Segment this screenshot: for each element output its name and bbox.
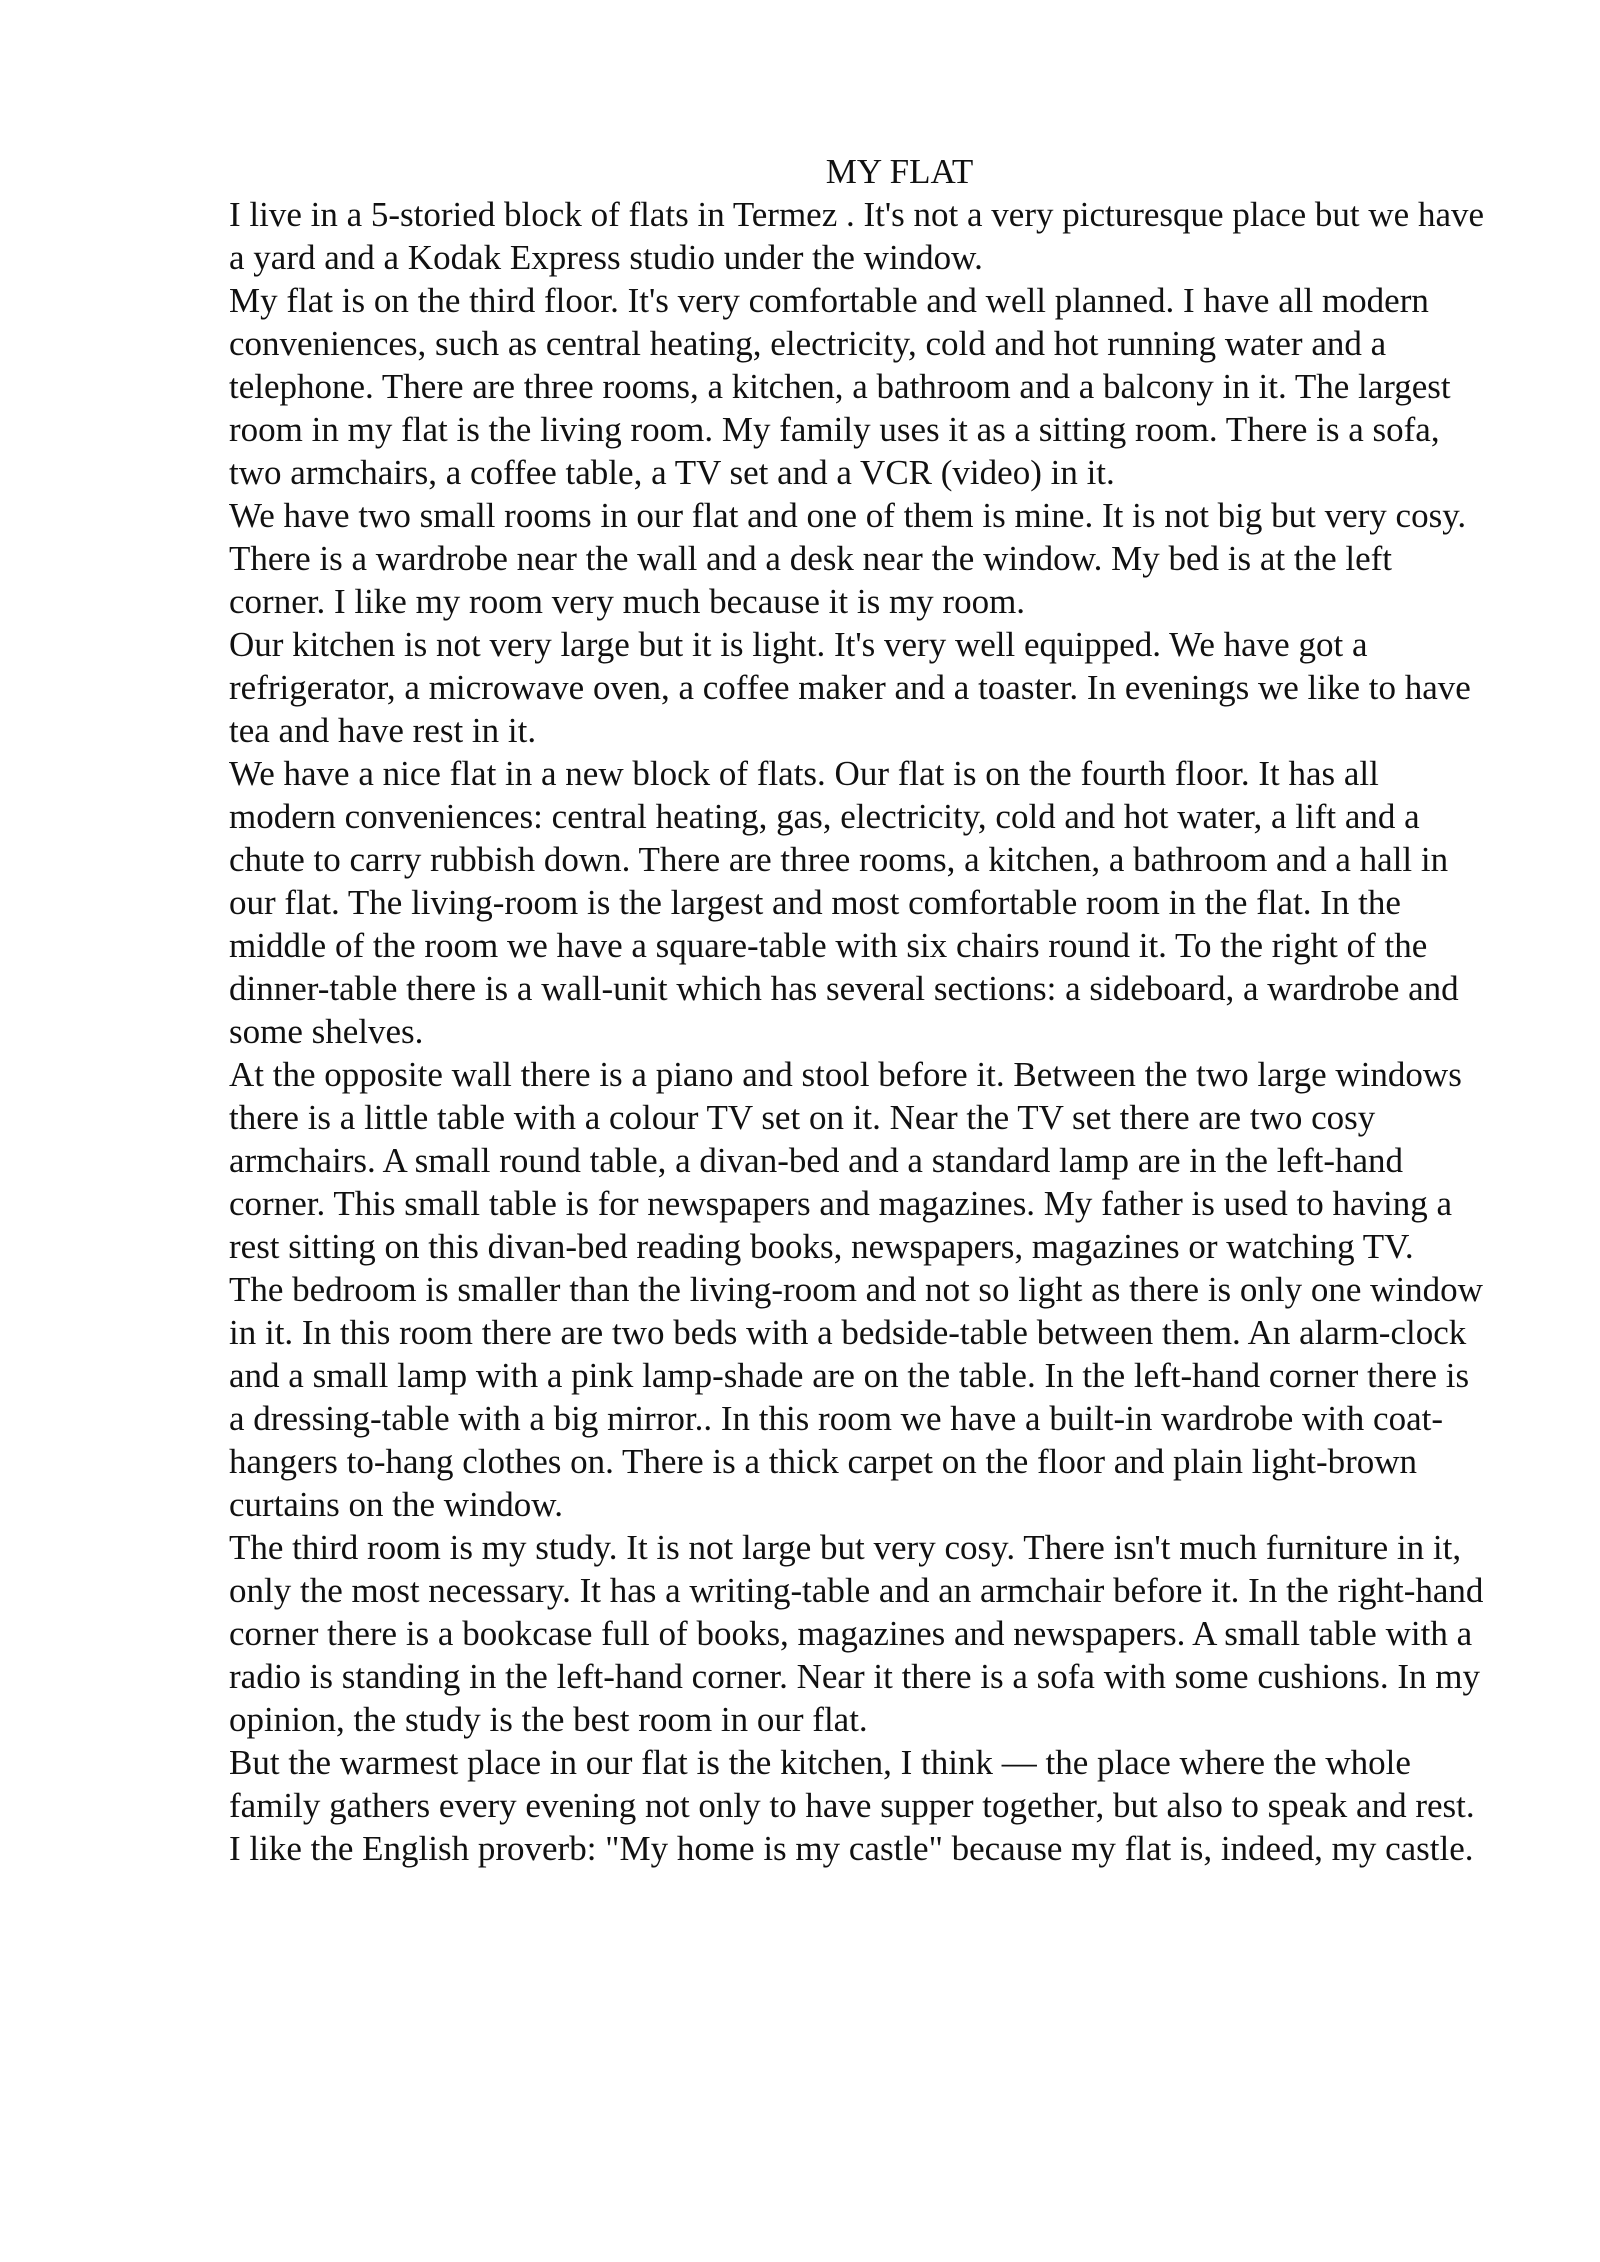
paragraph-intro: I live in a 5-storied block of flats in Termez . It's not a very picturesque place but we have a yard and a Kodak Express studio under the window. xyxy=(229,195,1485,277)
document-body xyxy=(229,150,1490,1870)
paragraph-my-flat: My flat is on the third floor. It's very comfortable and well planned. I have all modern conveniences, such as central heating, electricity, cold and hot running water and a telephone. There are three rooms, a kitchen, a bathroom and a balcony in it. The largest room in my flat is the living room. My family uses it as a sitting room. There is a sofa, two armchairs, a coffee table, a TV set and a VCR (video) in it. xyxy=(229,281,1451,492)
document-title: MY FLAT xyxy=(825,152,974,191)
paragraph-new-flat: We have a nice flat in a new block of flats. Our flat is on the fourth floor. It has all modern conveniences: central heating, gas, electricity, cold and hot water, a lift and a chute to carry rubbish down. There are three rooms, a kitchen, a bathroom and a hall in our flat. The living-room is the largest and most comfortable room in the flat. In the middle of the room we have a square-table with six chairs round it. To the right of the dinner-table there is a wall-unit which has several sections: a sideboard, a wardrobe and some shelves. xyxy=(229,754,1459,1051)
paragraph-bedroom: The bedroom is smaller than the living-room and not so light as there is only one window in it. In this room there are two beds with a bedside-table between them. An alarm-clock and a small lamp with a pink lamp-shade are on the table. In the left-hand corner there is a dressing-table with a big mirror.. In this room we have a built-in wardrobe with coat-hangers to-hang clothes on. There is a thick carpet on the floor and plain light-brown curtains on the window. xyxy=(229,1270,1483,1524)
paragraph-living-room: At the opposite wall there is a piano and stool before it. Between the two large windows there is a little table with a colour TV set on it. Near the TV set there are two cosy armchairs. A small round table, a divan-bed and a standard lamp are in the left-hand corner. This small table is for newspapers and magazines. My father is used to having a rest sitting on this divan-bed reading books, newspapers, magazines or watching TV. xyxy=(229,1055,1462,1266)
paragraph-small-rooms: We have two small rooms in our flat and one of them is mine. It is not big but very cosy. There is a wardrobe near the wall and a desk near the window. My bed is at the left corner. I like my room very much because it is my room. xyxy=(229,496,1467,621)
paragraph-study: The third room is my study. It is not large but very cosy. There isn't much furniture in it, only the most necessary. It has a writing-table and an armchair before it. In the right-hand corner there is a bookcase full of books, magazines and newspapers. A small table with a radio is standing in the left-hand corner. Near it there is a sofa with some cushions. In my opinion, the study is the best room in our flat. xyxy=(229,1528,1484,1739)
paragraph-kitchen: Our kitchen is not very large but it is light. It's very well equipped. We have got a refrigerator, a microwave oven, a coffee maker and a toaster. In evenings we like to have tea and have rest in it. xyxy=(229,625,1471,750)
paragraph-conclusion: But the warmest place in our flat is the kitchen, I think — the place where the whole family gathers every evening not only to have supper together, but also to speak and rest. I like the English proverb: "My home is my castle" because my flat is, indeed, my castle. xyxy=(229,1743,1475,1868)
